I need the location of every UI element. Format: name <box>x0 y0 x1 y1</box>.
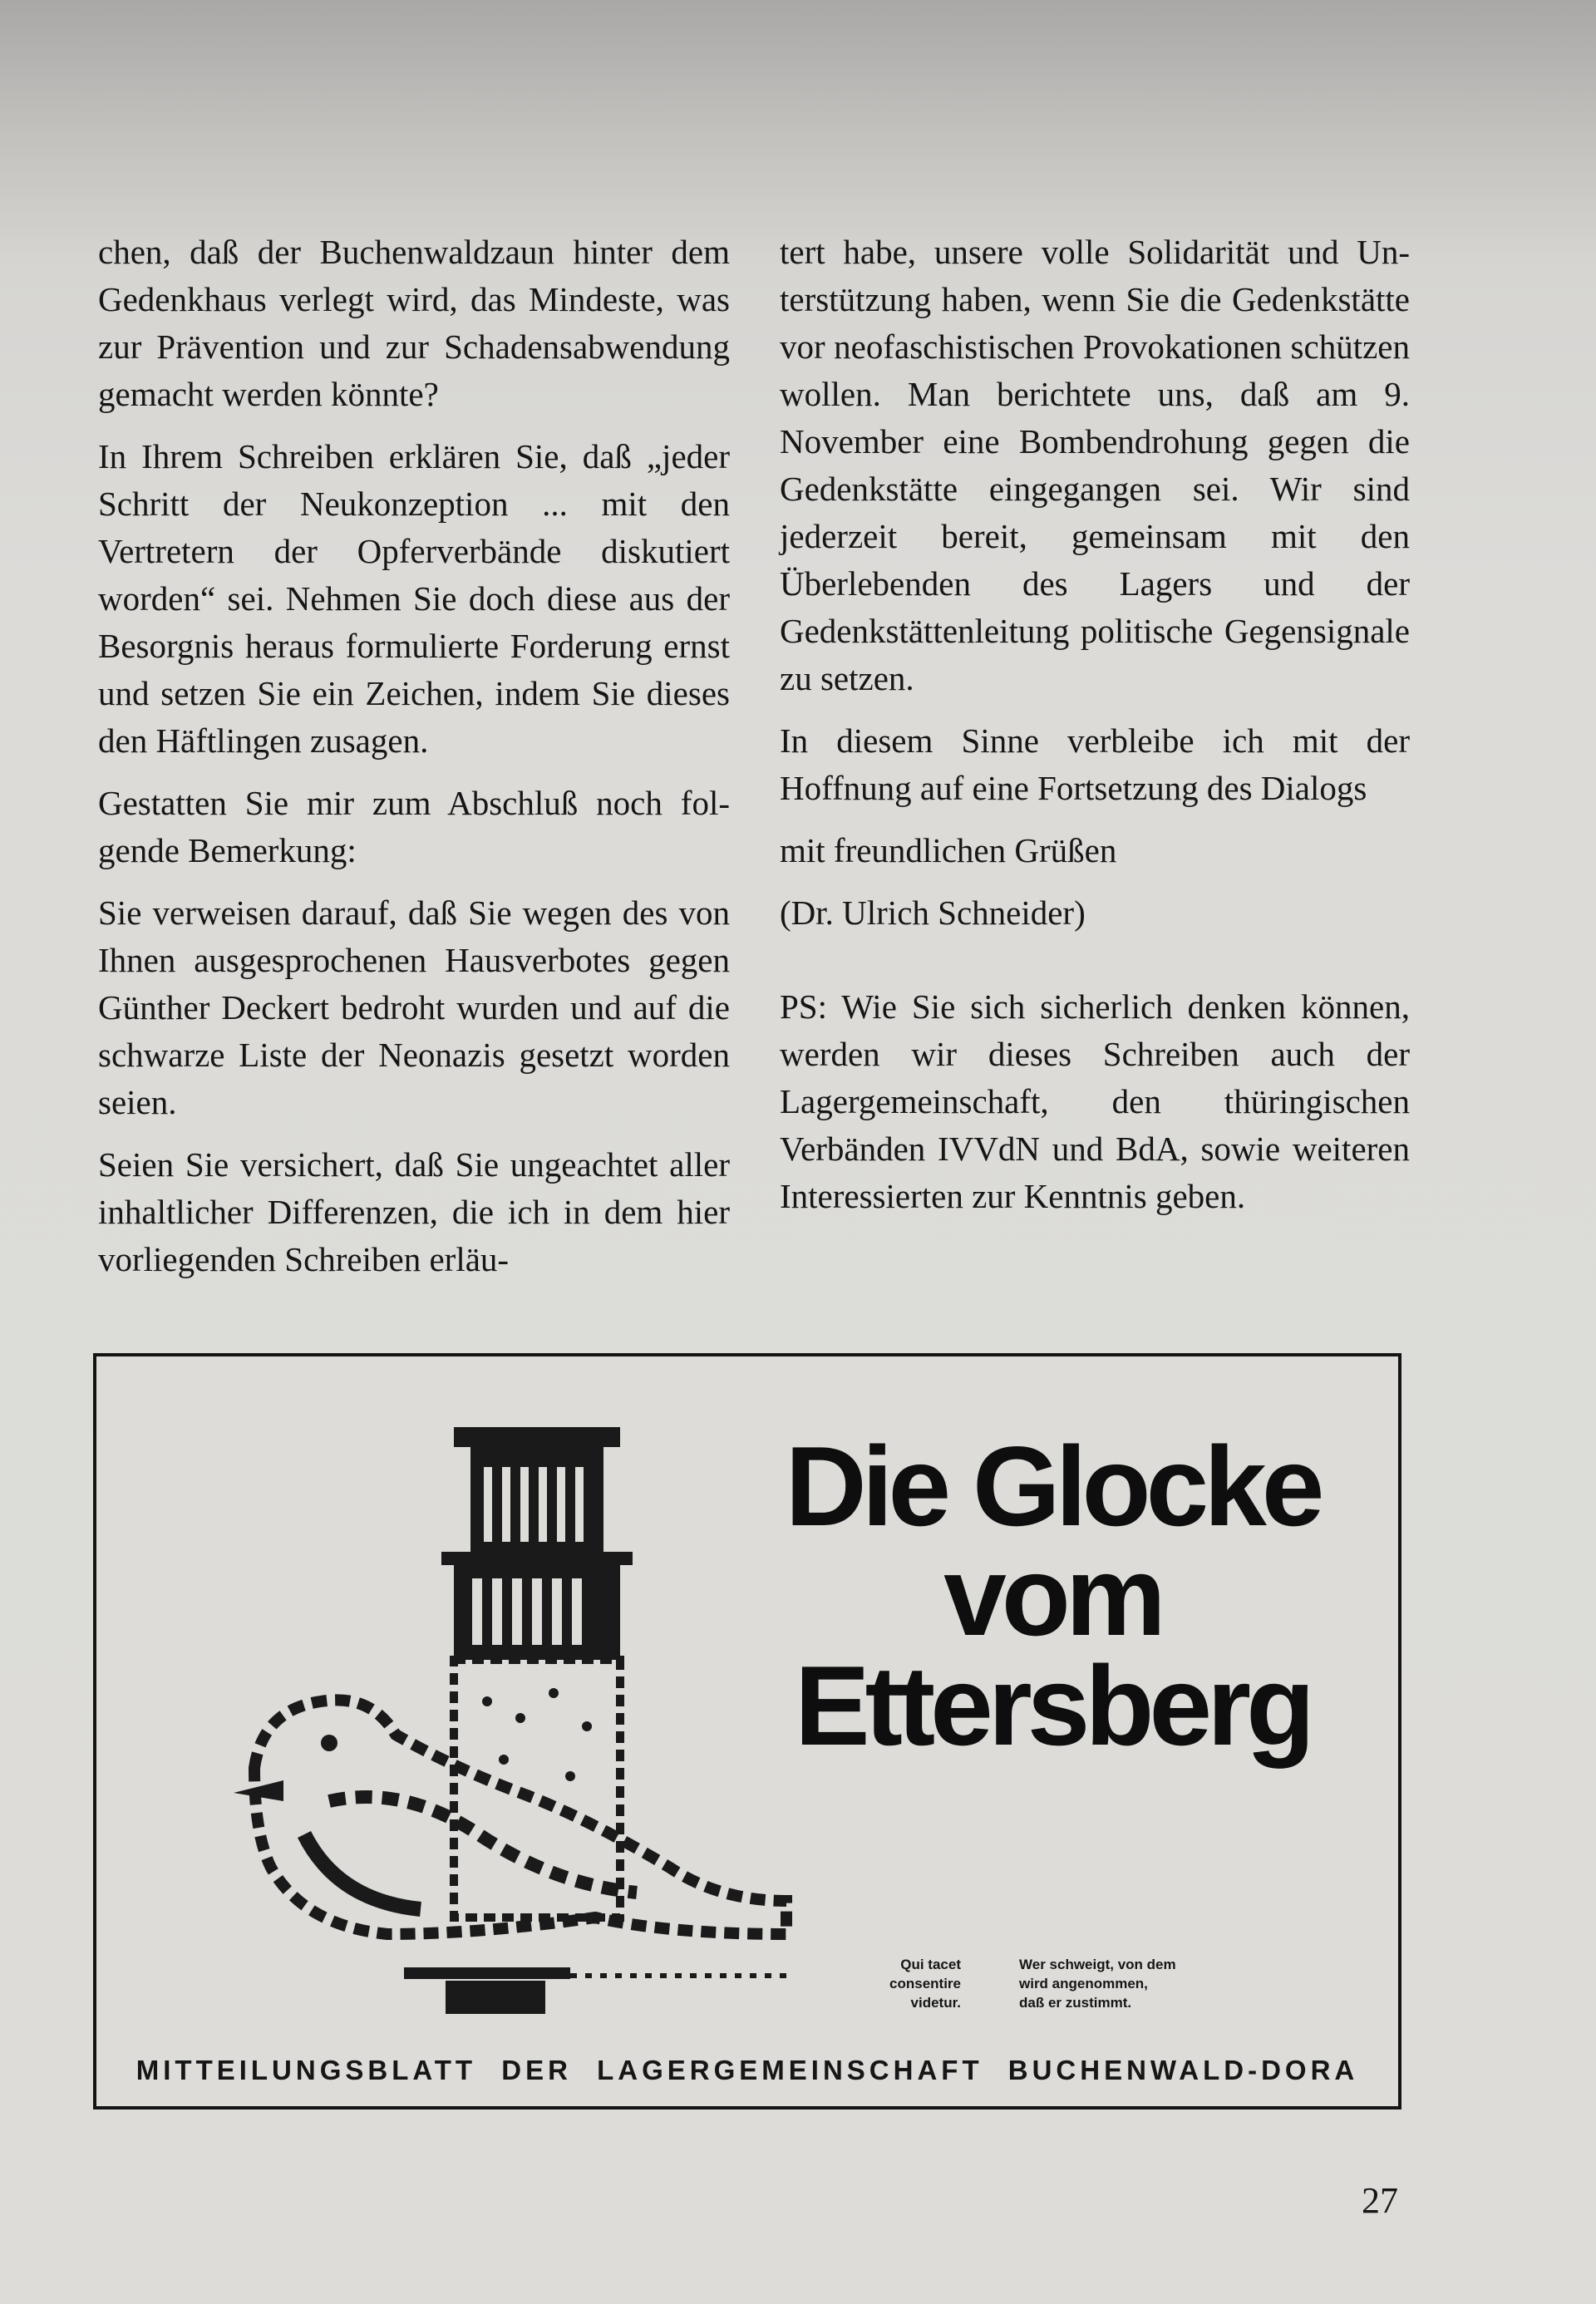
right-text-column <box>780 229 1410 1235</box>
paragraph: In diesem Sinne verbleibe ich mit der Hoffnung auf eine Fortsetzung des Dialogs <box>780 721 1410 807</box>
paragraph: In Ihrem Schreiben erklären Sie, daß „jeder Schritt der Neukonzeption ... mit den Vertretern der Opferverbände diskutiert worden“ sei. Nehmen Sie doch diese aus der Besorgnis heraus formulierte Forderung ernst und setzen Sie ein Zeichen, indem Sie dieses den Häftlingen zusagen. <box>98 437 730 760</box>
closing-salutation: mit freundlichen Grüßen <box>780 831 1117 869</box>
paragraph: Gestatten Sie mir zum Abschluß noch folgende Bemerkung: <box>98 784 730 869</box>
newsletter-title: Die Glocke vom Ettersberg <box>785 1423 1320 1769</box>
paragraph: chen, daß der Buchenwaldzaun hinter dem Gedenkhaus verlegt wird, das Mindeste, was zur Prävention und zur Schadensabwendung gemacht werden könnte? <box>98 233 730 413</box>
page-number: 27 <box>1362 2180 1398 2221</box>
newsletter-subtitle: MITTEILUNGSBLATT DER LAGERGEMEINSCHAFT BUCHENWALD-DORA <box>135 2055 1359 2085</box>
german-motto: Wer schweigt, von dem wird angenommen, daß er zustimmt. <box>1019 1957 1176 2011</box>
paragraph: tert habe, unsere volle Solidarität und Unterstützung haben, wenn Sie die Gedenkstätte vor neofaschistischen Provokationen schützen wollen. Man berichtete uns, daß am 9. November eine Bombendrohung gegen die Gedenkstätte eingegangen sei. Wir sind jederzeit bereit, gemeinsam mit den Überlebenden des Lagers und der Gedenkstättenleitung politische Gegensignale zu setzen. <box>780 233 1410 697</box>
paragraph: Sie verweisen darauf, daß Sie wegen des von Ihnen ausgesprochenen Hausverbotes gegen Günther Deckert bedroht wurden und auf die schwarze Liste der Neonazis gesetzt worden seien. <box>98 894 730 1121</box>
signature-name: (Dr. Ulrich Schneider) <box>780 894 1086 932</box>
left-text-column <box>98 229 730 1298</box>
paragraph: Seien Sie versichert, daß Sie ungeachtet aller inhaltlicher Differenzen, die ich in dem hier vorliegenden Schreiben erläu- <box>98 1145 730 1278</box>
latin-motto: Qui tacet consentire videtur. <box>889 1957 961 2011</box>
postscript: PS: Wie Sie sich sicherlich denken können, werden wir dieses Schreiben auch der Lagergemeinschaft, den thüringischen Verbänden IVVdN und BdA, sowie weiteren Interessierten zur Kenntnis geben. <box>780 987 1410 1215</box>
newsletter-advertisement <box>93 1353 1401 2110</box>
